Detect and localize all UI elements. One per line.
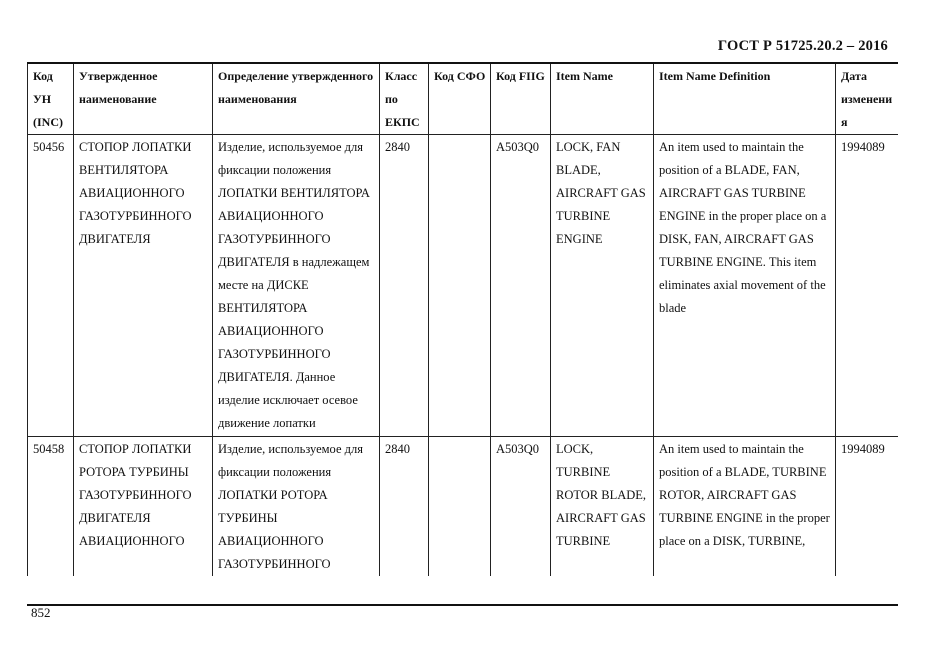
table-row (28, 135, 899, 437)
cell-inc: 50458 (28, 437, 74, 577)
table-header-row (28, 64, 899, 135)
cell-date: 1994089 (836, 437, 899, 577)
items-table (27, 64, 898, 576)
cell-name: СТОПОР ЛОПАТКИ ВЕНТИЛЯТОРА АВИАЦИОННОГО ГАЗОТУРБИННОГО ДВИГАТЕЛЯ (74, 135, 213, 437)
items-table-wrapper (27, 62, 898, 606)
cell-definition: Изделие, используемое для фиксации положения ЛОПАТКИ РОТОРА ТУРБИНЫ АВИАЦИОННОГО ГАЗОТУРБИННОГО (213, 437, 380, 577)
col-header-item-name: Item Name (551, 64, 654, 135)
standard-title: ГОСТ Р 51725.20.2 – 2016 (717, 38, 888, 54)
col-header-ekps: Класс по ЕКПС (380, 64, 429, 135)
page-number: 852 (31, 605, 51, 620)
col-header-fiig: Код FIIG (491, 64, 551, 135)
col-header-sfo: Код СФО (429, 64, 491, 135)
cell-ekps: 2840 (380, 437, 429, 577)
cell-ekps: 2840 (380, 135, 429, 437)
col-header-item-definition: Item Name Definition (654, 64, 836, 135)
cell-sfo (429, 437, 491, 577)
table-row (28, 437, 899, 577)
cell-fiig: A503Q0 (491, 437, 551, 577)
cell-item-name: LOCK, FAN BLADE, AIRCRAFT GAS TURBINE ENGINE (551, 135, 654, 437)
col-header-date: Дата изменения (836, 64, 899, 135)
cell-item-definition: An item used to maintain the position of a BLADE, FAN, AIRCRAFT GAS TURBINE ENGINE in the proper place on a DISK, FAN, AIRCRAFT GAS TURBINE ENGINE. This item eliminates axial movement of the blade (654, 135, 836, 437)
cell-definition: Изделие, используемое для фиксации положения ЛОПАТКИ ВЕНТИЛЯТОРА АВИАЦИОННОГО ГАЗОТУРБИННОГО ДВИГАТЕЛЯ в надлежащем месте на ДИСКЕ ВЕНТИЛЯТОРА АВИАЦИОННОГО ГАЗОТУРБИННОГО ДВИГАТЕЛЯ. Данное изделие исключает осевое движение лопатки (213, 135, 380, 437)
col-header-definition: Определение утвержденного наименования (213, 64, 380, 135)
cell-item-name: LOCK, TURBINE ROTOR BLADE, AIRCRAFT GAS TURBINE (551, 437, 654, 577)
cell-date: 1994089 (836, 135, 899, 437)
cell-item-definition: An item used to maintain the position of a BLADE, TURBINE ROTOR, AIRCRAFT GAS TURBINE ENGINE in the proper place on a DISK, TURBINE, (654, 437, 836, 577)
col-header-name: Утвержденное наименование (74, 64, 213, 135)
cell-name: СТОПОР ЛОПАТКИ РОТОРА ТУРБИНЫ ГАЗОТУРБИННОГО ДВИГАТЕЛЯ АВИАЦИОННОГО (74, 437, 213, 577)
cell-fiig: A503Q0 (491, 135, 551, 437)
cell-inc: 50456 (28, 135, 74, 437)
cell-sfo (429, 135, 491, 437)
col-header-inc: Код УН (INC) (28, 64, 74, 135)
